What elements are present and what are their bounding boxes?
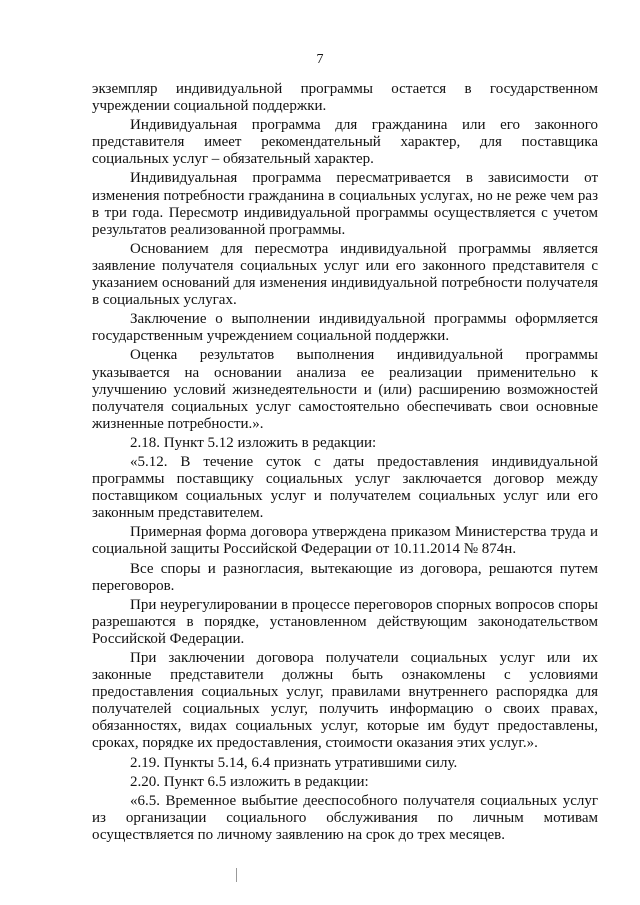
document-body xyxy=(92,81,598,844)
paragraph: «5.12. В течение суток с даты предоставления индивидуальной программы поставщику социальных услуг заключается договор между поставщиком социальных услуг и получателем социальных услуг или его законным представителем. xyxy=(92,453,598,522)
paragraph: экземпляр индивидуальной программы остается в государственном учреждении социальной поддержки. xyxy=(92,81,598,115)
paragraph: Индивидуальная программа пересматривается в зависимости от изменения потребности гражданина в социальных услугах, но не реже чем раз в три года. Пересмотр индивидуальной программы осуществляется с учетом результатов реализованной программы. xyxy=(92,170,598,238)
paragraph: 2.18. Пункт 5.12 изложить в редакции: xyxy=(130,434,377,451)
paragraph: Основанием для пересмотра индивидуальной программы является заявление получателя социальных услуг или его законного представителя с указанием оснований для изменения индивидуальной потребности получателя в социальных услугах. xyxy=(92,240,598,309)
paragraph: Примерная форма договора утверждена приказом Министерства труда и социальной защиты Российской Федерации от 10.11.2014 № 874н. xyxy=(92,524,598,558)
paragraph: Заключение о выполнении индивидуальной программы оформляется государственным учреждением социальной поддержки. xyxy=(92,311,598,345)
paragraph: Индивидуальная программа для гражданина или его законного представителя имеет рекомендательный характер, для поставщика социальных услуг – обязательный характер. xyxy=(92,117,598,168)
paragraph: 2.20. Пункт 6.5 изложить в редакции: xyxy=(130,773,369,790)
paragraph: Оценка результатов выполнения индивидуальной программы указывается на основании анализа ее реализации применительно к улучшению условий жизнедеятельности и (или) расширению возможностей получателя социальных услуг самостоятельно обеспечивать свои основные жизненные потребности.». xyxy=(92,347,598,432)
page-number: 7 xyxy=(316,52,324,67)
paragraph: При заключении договора получатели социальных услуг или их законные представители должны быть ознакомлены с условиями предоставления социальных услуг, правилами внутреннего распорядка для получателей социальных услуг, получить информацию о своих правах, обязанностях, видах социальных услуг, которые им будут предоставлены, сроках, порядке их предоставления, стоимости оказания этих услуг.». xyxy=(92,650,598,752)
scan-mark xyxy=(236,868,237,882)
paragraph: Все споры и разногласия, вытекающие из договора, решаются путем переговоров. xyxy=(92,560,598,594)
paragraph: При неурегулировании в процессе переговоров спорных вопросов споры разрешаются в порядке, установленном действующим законодательством Российской Федерации. xyxy=(92,596,598,647)
paragraph: «6.5. Временное выбытие дееспособного получателя социальных услуг из организации социального обслуживания по личным мотивам осуществляется по личному заявлению на срок до трех месяцев. xyxy=(92,792,598,843)
paragraph: 2.19. Пункты 5.14, 6.4 признать утратившими силу. xyxy=(130,754,458,771)
